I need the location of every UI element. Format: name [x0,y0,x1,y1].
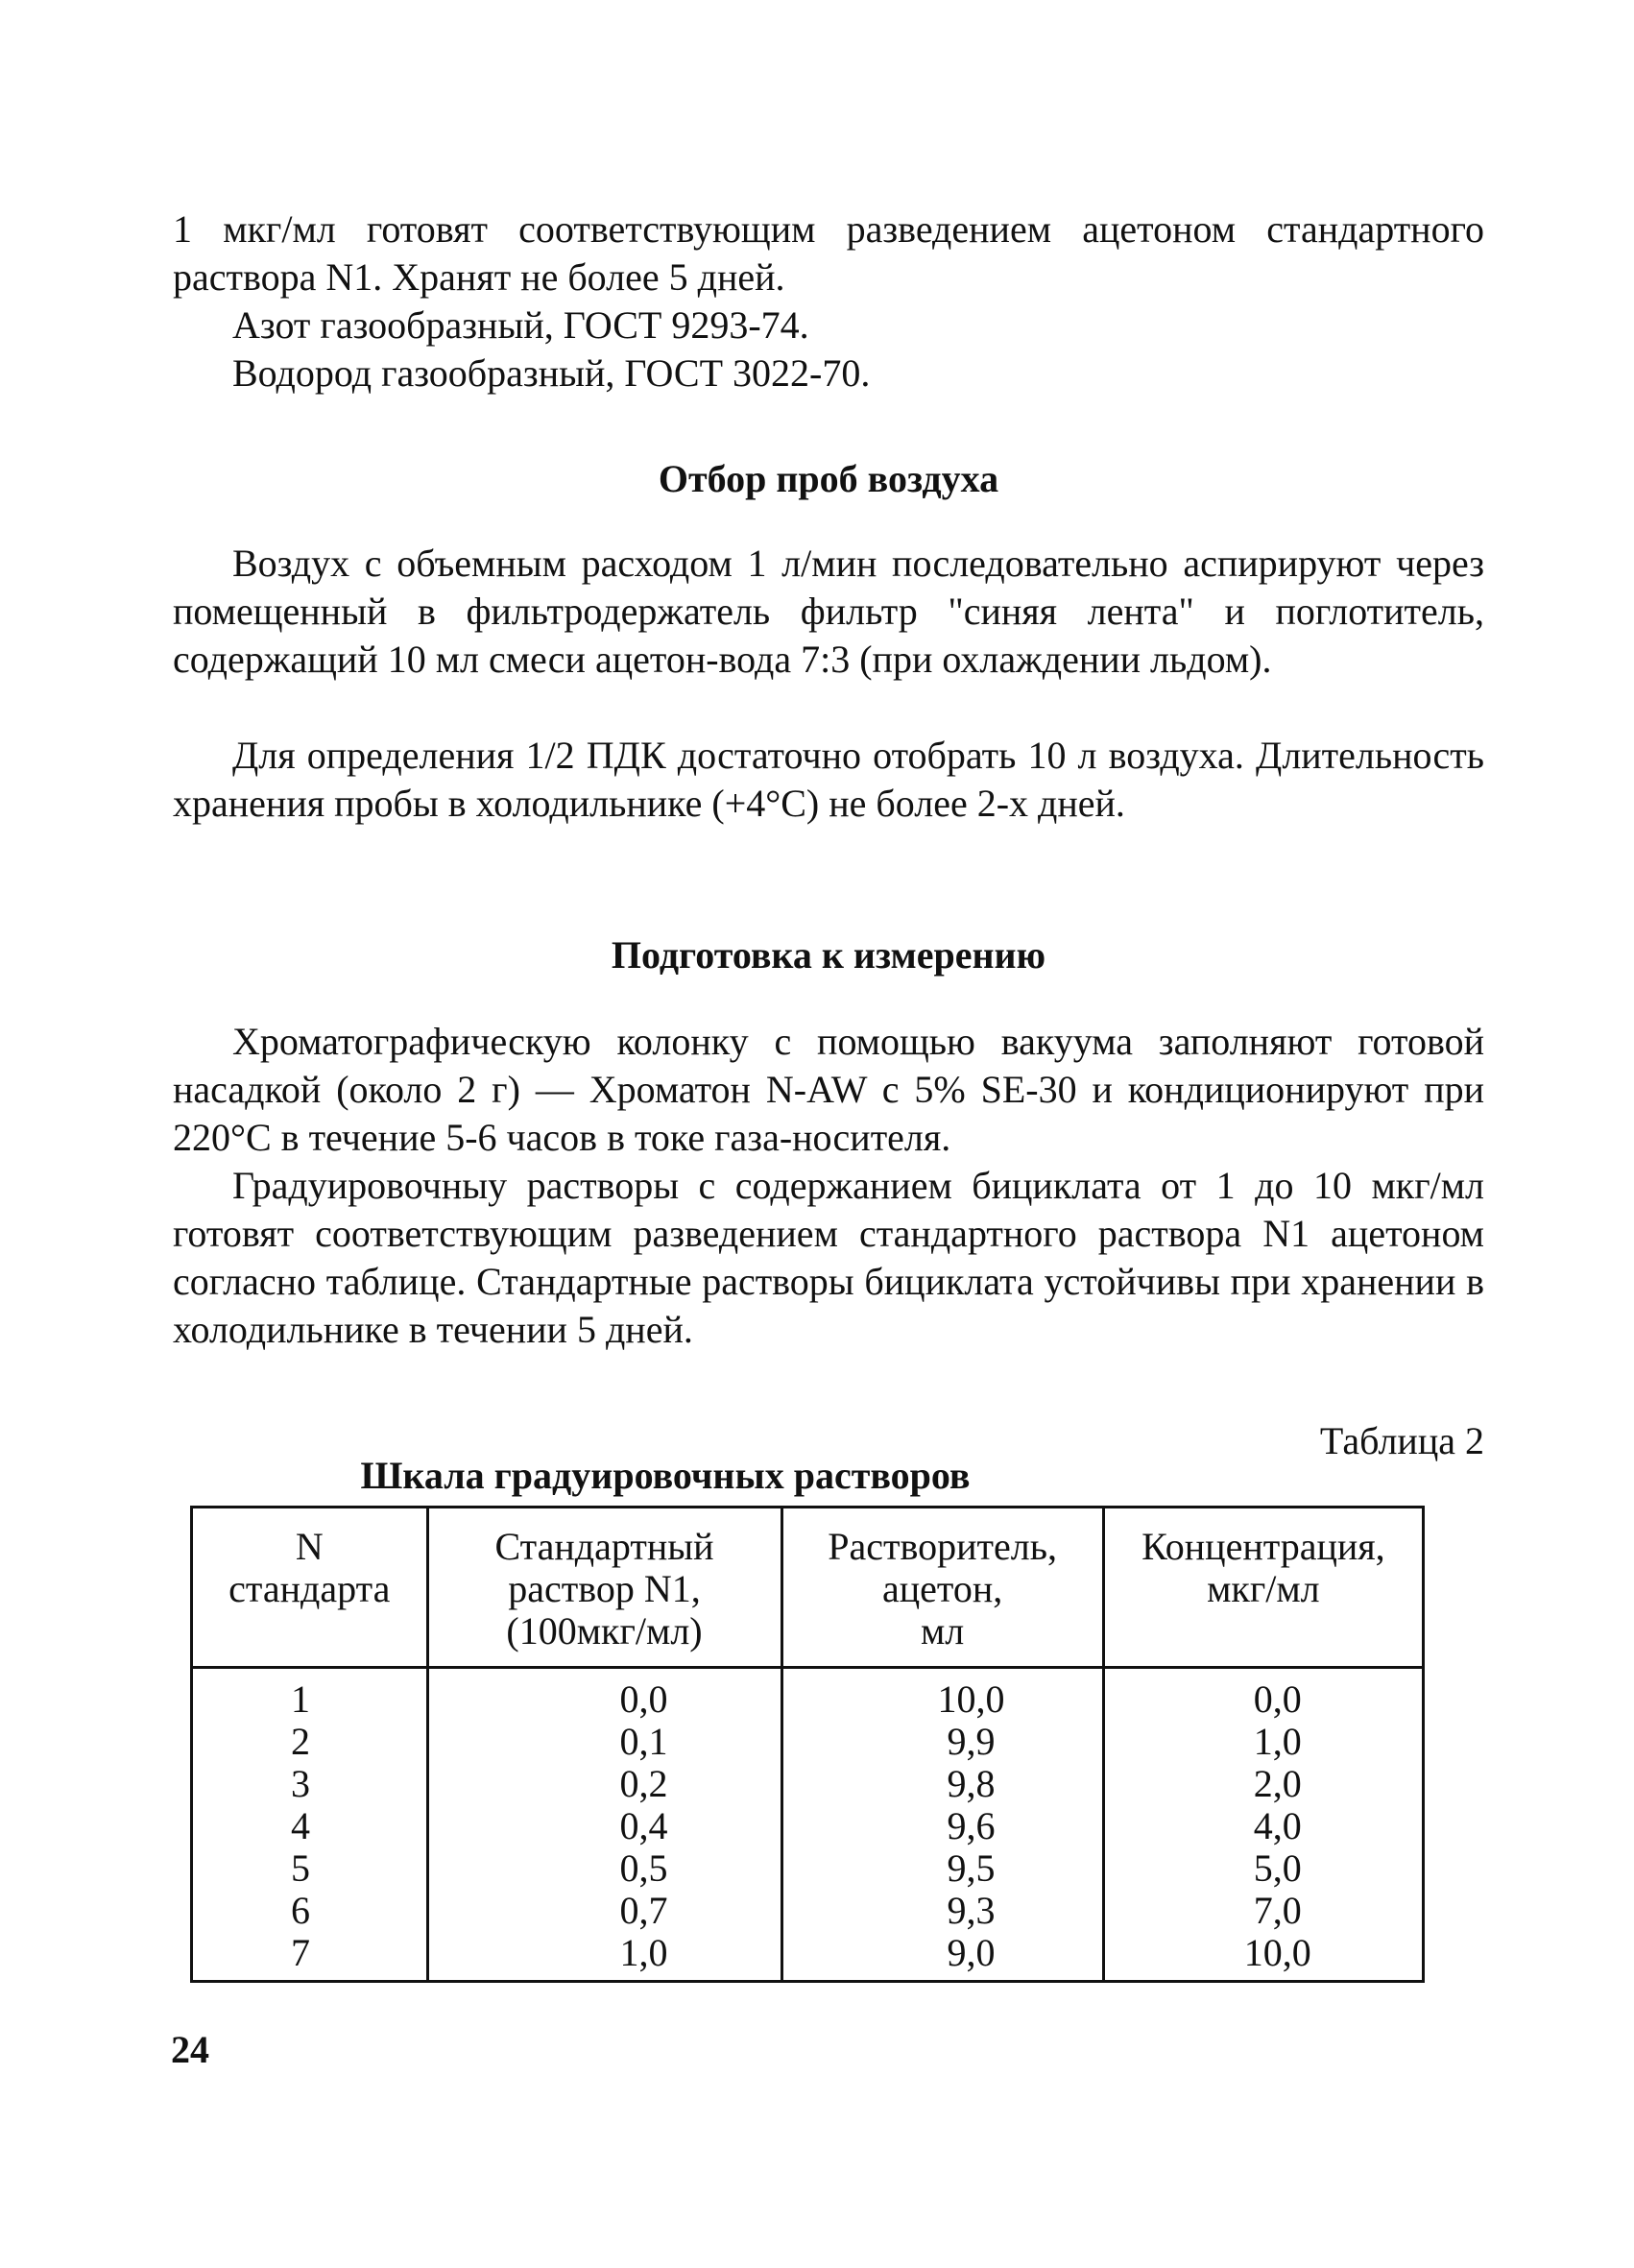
cell-solvent: 9,8 [947,1762,996,1805]
paragraph-column-prep: Хроматографическую колонку с помощью вакуума заполняют готовой насадкой (около 2 г) — Хроматон N-AW с 5% SE-30 и кондиционируют при 220°С в течение 5-6 часов в токе газа-носителя. [173,1020,1484,1159]
table-label: Таблица 2 [1319,1419,1484,1462]
cell-n: 7 [291,1931,310,1974]
calibration-table [190,1506,1425,1983]
cell-n: 4 [291,1804,310,1847]
paragraph-hydrogen: Водород газообразный, ГОСТ 3022-70. [232,351,871,395]
cell-std: 1,0 [619,1931,668,1974]
paragraph-air-sampling: Воздух с объемным расходом 1 л/мин последовательно аспирируют через помещенный в фильтродержатель фильтр "синяя лента" и поглотитель, содержащий 10 мл смеси ацетон-вода 7:3 (при охлаждении льдом). [173,542,1484,681]
table-row [192,1668,1424,1722]
paragraph-sample-storage: Для определения 1/2 ПДК достаточно отобрать 10 л воздуха. Длительность хранения пробы в холодильнике (+4°С) не более 2-х дней. [173,734,1484,825]
table-row [192,1890,1424,1932]
header-concentration: Концентрация, мкг/мл [1103,1508,1423,1668]
cell-std: 0,0 [619,1677,668,1721]
table-row [192,1721,1424,1763]
cell-conc: 7,0 [1253,1889,1302,1932]
cell-conc: 10,0 [1243,1931,1311,1974]
table-row [192,1847,1424,1890]
cell-n: 3 [291,1762,310,1805]
cell-n: 2 [291,1720,310,1763]
paragraph-nitrogen: Азот газообразный, ГОСТ 9293-74. [232,303,809,347]
cell-std: 0,2 [619,1762,668,1805]
cell-conc: 0,0 [1253,1677,1302,1721]
table-header-row [192,1508,1424,1668]
cell-solvent: 9,5 [947,1846,996,1890]
heading-preparation: Подготовка к измерению [611,933,1046,977]
header-solvent: Растворитель, ацетон, мл [781,1508,1103,1668]
table-title: Шкала градуировочных растворов [360,1454,971,1497]
cell-conc: 2,0 [1253,1762,1302,1805]
table-row [192,1763,1424,1805]
header-standard-number: N стандарта [192,1508,428,1668]
cell-solvent: 10,0 [937,1677,1005,1721]
cell-solvent: 9,0 [947,1931,996,1974]
cell-conc: 4,0 [1253,1804,1302,1847]
heading-air-sampling: Отбор проб воздуха [658,457,999,500]
cell-solvent: 9,6 [947,1804,996,1847]
paragraph-calibration: Градуировочныу растворы с содержанием бициклата от 1 до 10 мкг/мл готовят соответствующим разведением стандартного раствора N1 ацетоном согласно таблице. Стандартные растворы бициклата устойчивы при хранении в холодильнике в течении 5 дней. [173,1164,1484,1351]
header-standard-solution: Стандартный раствор N1, (100мкг/мл) [427,1508,781,1668]
cell-std: 0,5 [619,1846,668,1890]
table-row [192,1805,1424,1847]
cell-solvent: 9,9 [947,1720,996,1763]
cell-std: 0,4 [619,1804,668,1847]
page-number: 24 [171,2028,209,2071]
cell-std: 0,7 [619,1889,668,1932]
cell-n: 1 [291,1677,310,1721]
cell-std: 0,1 [619,1720,668,1763]
cell-n: 6 [291,1889,310,1932]
cell-conc: 1,0 [1253,1720,1302,1763]
cell-solvent: 9,3 [947,1889,996,1932]
table-row [192,1932,1424,1982]
cell-n: 5 [291,1846,310,1890]
paragraph-dilution: 1 мкг/мл готовят соответствующим разведением ацетоном стандартного раствора N1. Хранят не более 5 дней. [173,207,1484,299]
cell-conc: 5,0 [1253,1846,1302,1890]
